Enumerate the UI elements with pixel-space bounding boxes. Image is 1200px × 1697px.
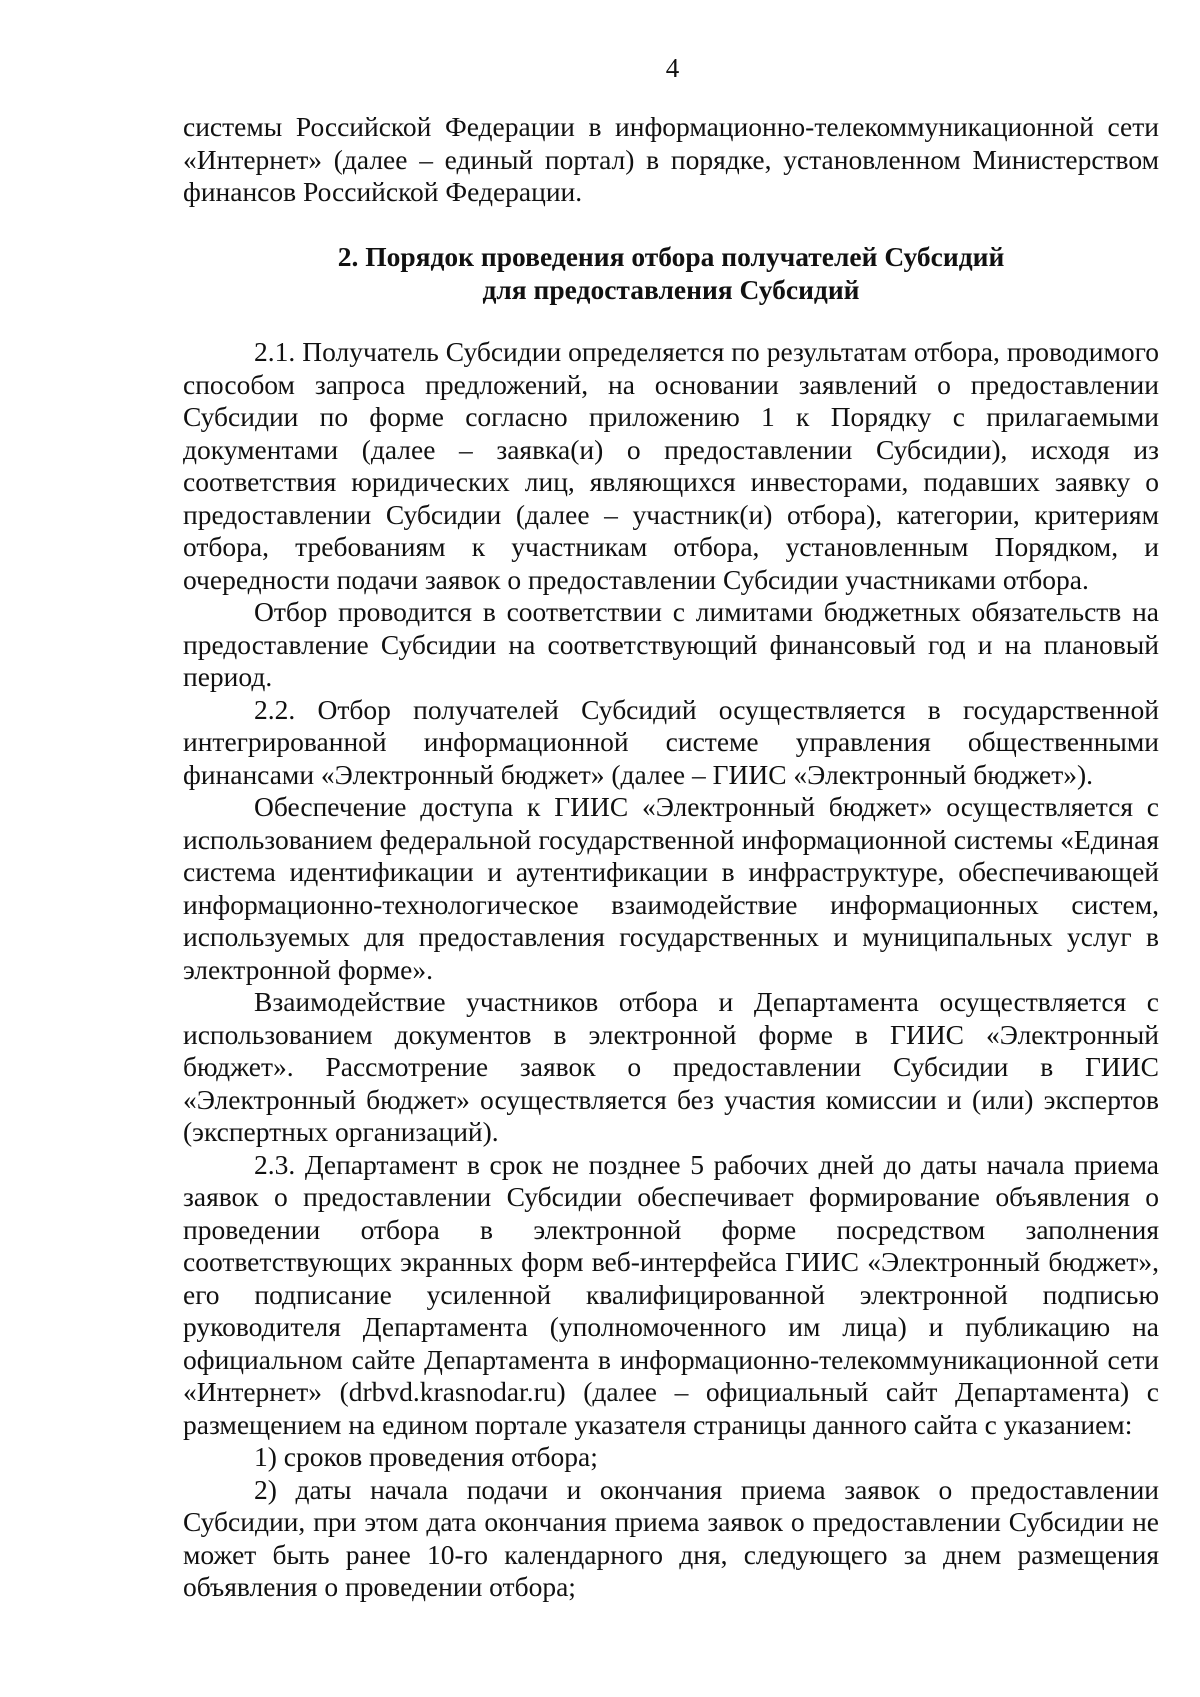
paragraph-selection-limits: Отбор проводится в соответствии с лимитами бюджетных обязательств на предоставление Субсидии на соответствующий финансовый год и на плановый период. — [183, 596, 1159, 692]
paragraph-access: Обеспечение доступа к ГИИС «Электронный бюджет» осуществляется с использованием федеральной государственной информационной системы «Единая система идентификации и аутентификации в инфраструктуре, обеспечивающей информационно-технологическое взаимодействие информационных систем, используемых для предоставления государственных и муниципальных услуг в электронной форме». — [183, 791, 1159, 985]
section-heading-line-2: для предоставления Субсидий — [482, 274, 860, 305]
paragraph-2-3: 2.3. Департамент в срок не позднее 5 рабочих дней до даты начала приема заявок о предоставлении Субсидии обеспечивает формирование объявления о проведении отбора в электронной форме посредством заполнения соответствующих экранных форм веб-интерфейса ГИИС «Электронный бюджет», его подписание усиленной квалифицированной электронной подписью руководителя Департамента (уполномоченного им лица) и публикацию на официальном сайте Департамента в информационно-телекоммуникационной сети «Интернет» (drbvd.krasnodar.ru) (далее – официальный сайт Департамента) с размещением на едином портале указателя страницы данного сайта с указанием: — [183, 1148, 1159, 1440]
paragraph-2-2: 2.2. Отбор получателей Субсидий осуществляется в государственной интегрированной информационной системе управления общественными финансами «Электронный бюджет» (далее – ГИИС «Электронный бюджет»). — [183, 693, 1159, 790]
intro-paragraph-block — [183, 111, 1159, 209]
paragraph-interaction: Взаимодействие участников отбора и Департамента осуществляется с использованием документов в электронной форме в ГИИС «Электронный бюджет». Рассмотрение заявок о предоставлении Субсидии в ГИИС «Электронный бюджет» осуществляется без участия комиссии и (или) экспертов (экспертных организаций). — [183, 986, 1159, 1147]
list-item-2: 2) даты начала подачи и окончания приема заявок о предоставлении Субсидии, при этом дата окончания приема заявок о предоставлении Субсидии не может быть ранее 10-го календарного дня, следующего за днем размещения объявления о проведении отбора; — [183, 1473, 1159, 1602]
paragraph-2-1: 2.1. Получатель Субсидии определяется по результатам отбора, проводимого способом запроса предложений, на основании заявлений о предоставлении Субсидии по форме согласно приложению 1 к Порядку с прилагаемыми документами (далее – заявка(и) о предоставлении Субсидии), исходя из соответствия юридических лиц, являющихся инвесторами, подавших заявку о предоставлении Субсидии (далее – участник(и) отбора), категории, критериям отбора, требованиям к участникам отбора, установленным Порядком, и очередности подачи заявок о предоставлении Субсидии участниками отбора. — [183, 336, 1159, 595]
list-item-1: 1) сроков проведения отбора; — [254, 1441, 598, 1472]
section-heading — [183, 240, 1159, 306]
section-heading-line-1: 2. Порядок проведения отбора получателей Субсидий — [337, 241, 1005, 272]
page-number: 4 — [665, 53, 680, 83]
intro-paragraph: системы Российской Федерации в информационно-телекоммуникационной сети «Интернет» (далее – единый портал) в порядке, установленном Министерством финансов Российской Федерации. — [183, 111, 1159, 207]
section-body — [183, 336, 1159, 1604]
